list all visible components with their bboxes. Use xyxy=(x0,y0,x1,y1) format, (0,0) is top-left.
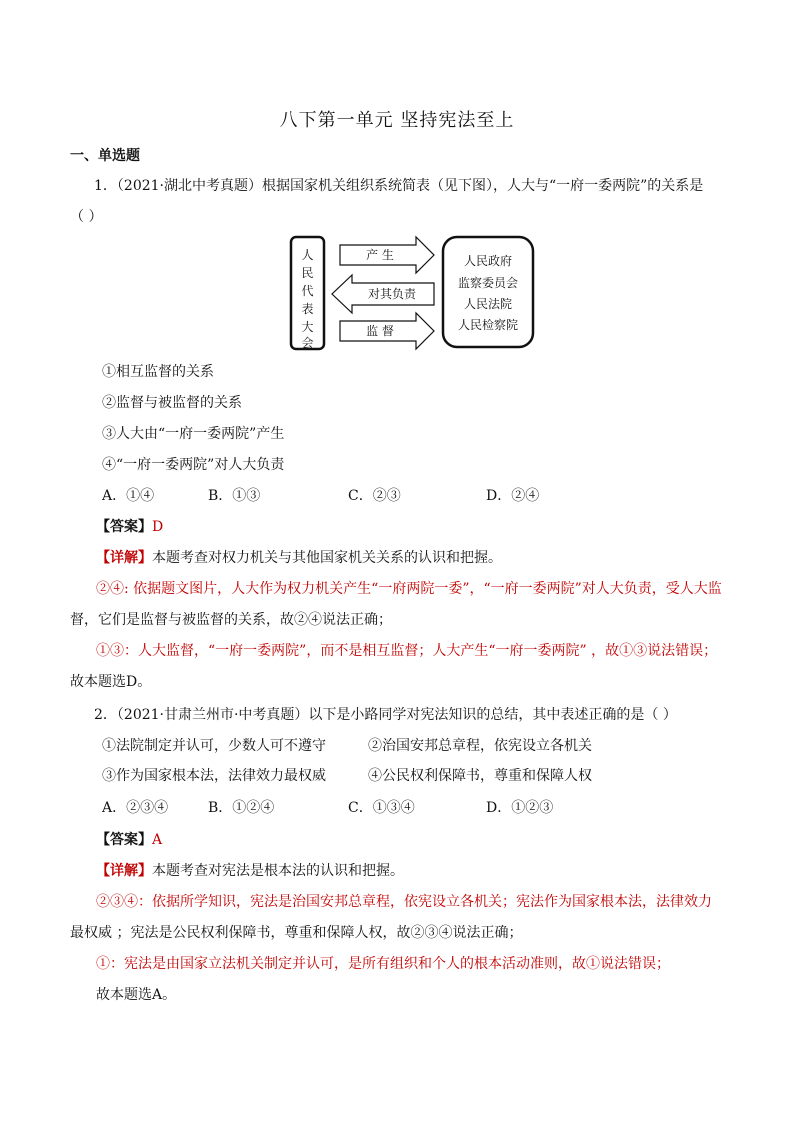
diagram-left-char: 代 xyxy=(301,284,314,298)
answer-label: 【答案】 xyxy=(96,832,152,848)
answer-label: 【答案】 xyxy=(96,519,152,535)
q1-detail-p1-line2: 督，它们是监督与被监督的关系，故②④说法正确； xyxy=(70,612,392,628)
q2-item-4: ④公民权利保障书，尊重和保障人权 xyxy=(368,768,592,784)
q2-item-1: ①法院制定并认可，少数人可不遵守 xyxy=(102,738,326,754)
q2-option-c: C．①③④ xyxy=(348,800,415,816)
answer-value: A xyxy=(152,832,163,848)
arrow-supervise-label: 监 督 xyxy=(366,324,394,338)
diagram-left-char: 会 xyxy=(301,336,314,350)
diagram-right-item: 人民政府 xyxy=(463,254,513,268)
arrow-responsible-label: 对其负责 xyxy=(367,287,417,301)
q1-option-c: C．②③ xyxy=(348,488,401,504)
q2-item-3: ③作为国家根本法，法律效力最权威 xyxy=(102,768,326,784)
q1-detail-p1-line1: ②④: 依据题文图片，人大作为权力机关产生“一府两院一委”，“一府一委两院”对人大负责，受人大监 xyxy=(96,581,722,597)
section-heading: 一、单选题 xyxy=(70,148,140,164)
q2-stem: 2．（2021·甘肃兰州市·中考真题）以下是小路同学对宪法知识的总结，其中表述正确的是（ ） xyxy=(94,707,677,723)
diagram-right-item: 监察委员会 xyxy=(457,276,519,290)
detail-label: 【详解】 xyxy=(96,550,152,566)
q1-item-4: ④“一府一委两院”对人大负责 xyxy=(102,457,285,473)
diagram-right-item: 人民检察院 xyxy=(457,318,519,332)
q2-option-a: A．②③④ xyxy=(102,800,169,816)
diagram-left-char: 人 xyxy=(301,248,314,262)
q2-detail-intro xyxy=(96,861,404,881)
q2-answer xyxy=(96,830,162,850)
q2-detail-p2: ①：宪法是由国家立法机关制定并认可，是所有组织和个人的根本活动准则，故①说法错误； xyxy=(96,956,670,972)
q1-item-1: ①相互监督的关系 xyxy=(102,364,214,380)
diagram-left-char: 表 xyxy=(301,302,314,316)
q1-option-b: B．①③ xyxy=(208,488,261,504)
q1-item-2: ②监督与被监督的关系 xyxy=(102,395,242,411)
q2-option-d: D．①②③ xyxy=(486,800,554,816)
q1-detail-intro xyxy=(96,548,502,568)
q2-detail-p1-line1: ②③④：依据所学知识，宪法是治国安邦总章程，依宪设立各机关；宪法作为国家根本法，法律效力 xyxy=(96,894,712,910)
diagram-right-item: 人民法院 xyxy=(463,297,513,311)
q1-answer xyxy=(96,517,163,537)
detail-intro-text: 本题考查对权力机关与其他国家机关关系的认识和把握。 xyxy=(152,550,502,566)
detail-label: 【详解】 xyxy=(96,863,152,879)
q1-detail-p2: ①③：人大监督，“一府一委两院”，而不是相互监督；人大产生“一府一委两院” ，故①③说法错误； xyxy=(96,643,718,659)
page-title: 八下第一单元 坚持宪法至上 xyxy=(279,110,515,131)
q1-stem-line2: （ ） xyxy=(70,209,103,225)
q1-conclusion: 故本题选D。 xyxy=(70,674,152,690)
answer-value: D xyxy=(152,519,164,535)
detail-intro-text: 本题考查对宪法是根本法的认识和把握。 xyxy=(152,863,404,879)
q1-item-3: ③人大由“一府一委两院”产生 xyxy=(102,426,285,442)
q2-conclusion: 故本题选A。 xyxy=(96,987,177,1003)
diagram-left-char: 大 xyxy=(301,320,314,334)
q1-diagram xyxy=(288,233,538,353)
q2-item-2: ②治国安邦总章程，依宪设立各机关 xyxy=(368,738,592,754)
q1-stem-line1: 1．（2021·湖北中考真题）根据国家机关组织系统简表（见下图），人大与“一府一委两院”的关系是 xyxy=(94,178,704,194)
arrow-produce-label: 产 生 xyxy=(366,248,394,262)
q1-option-d: D．②④ xyxy=(486,488,540,504)
diagram-left-char: 民 xyxy=(301,266,314,280)
q2-option-b: B．①②④ xyxy=(208,800,275,816)
q2-detail-p1-line2: 最权威 ；宪法是公民权利保障书，尊重和保障人权，故②③④说法正确； xyxy=(70,925,523,941)
q1-option-a: A．①④ xyxy=(102,488,155,504)
